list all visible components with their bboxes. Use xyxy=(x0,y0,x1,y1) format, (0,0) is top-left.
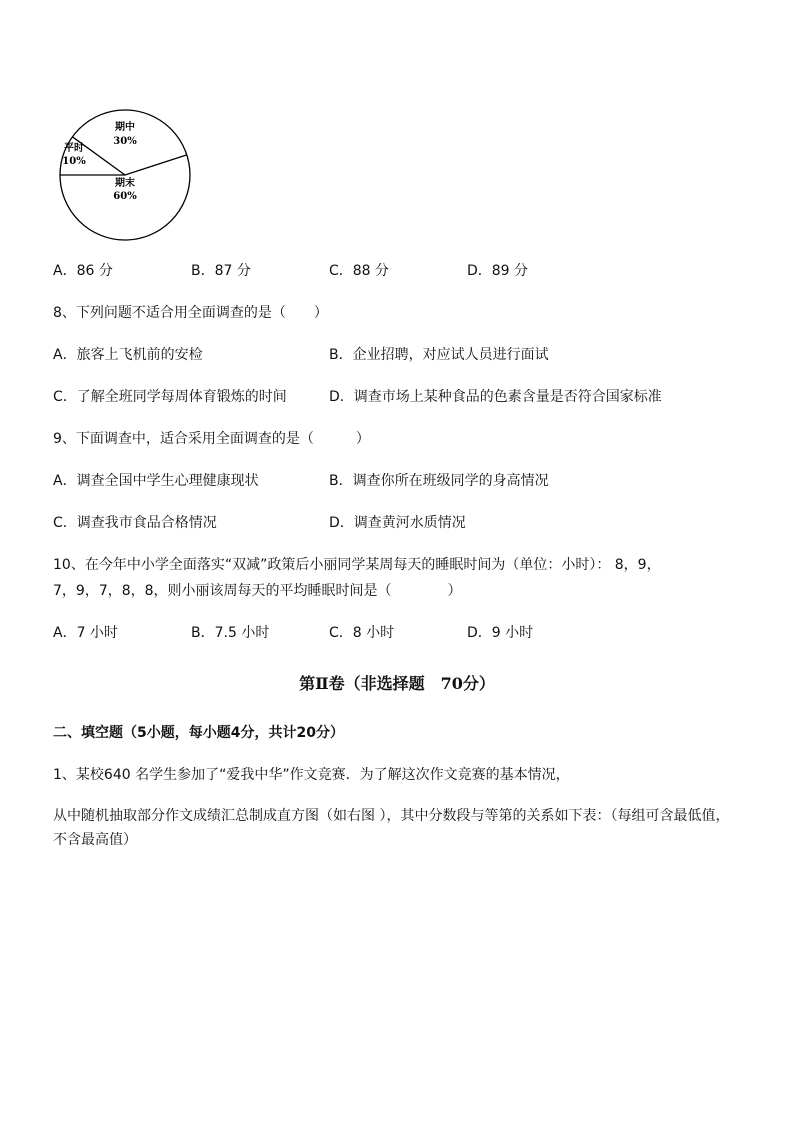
q10-option-a: A．7 小时 xyxy=(53,625,118,641)
q9-option-c: C．调查我市食品合格情况 xyxy=(53,515,217,531)
q10-stem-line1: 10、在今年中小学全面落实“双减”政策后小丽同学某周每天的睡眠时间为（单位：小时）： 8，9， xyxy=(53,557,661,573)
slice-label-regular: 平时 xyxy=(64,143,84,154)
slice-percent-midterm: 30% xyxy=(113,136,137,147)
score-pie-chart xyxy=(56,106,194,244)
q8-option-c: C．了解全班同学每周体育锻炼的时间 xyxy=(53,389,287,405)
q9-option-a: A．调查全国中学生心理健康现状 xyxy=(53,473,259,489)
fill1-line1: 1、某校640 名学生参加了“爱我中华”作文竞赛．为了解这次作文竞赛的基本情况， xyxy=(53,767,570,783)
q7-option-d: D．89 分 xyxy=(467,263,529,279)
q9-option-d: D．调查黄河水质情况 xyxy=(329,515,466,531)
q9-option-b: B．调查你所在班级同学的身高情况 xyxy=(329,473,549,489)
q8-option-b: B．企业招聘，对应试人员进行面试 xyxy=(329,347,549,363)
slice-percent-final: 60% xyxy=(113,191,137,202)
slice-percent-regular: 10% xyxy=(62,156,86,167)
slice-label-final: 期末 xyxy=(115,178,135,189)
section-title: 第Ⅱ卷（非选择题 70分） xyxy=(299,674,495,693)
q7-option-b: B．87 分 xyxy=(191,263,251,279)
q7-option-a: A．86 分 xyxy=(53,263,113,279)
q9-stem: 9、下面调查中，适合采用全面调查的是（ ） xyxy=(53,431,370,447)
q10-stem-line2: 7，9，7，8，8，则小丽该周每天的平均睡眠时间是（ ） xyxy=(53,583,462,599)
q10-option-d: D．9 小时 xyxy=(467,625,534,641)
slice-label-midterm: 期中 xyxy=(115,122,135,133)
q8-stem: 8、下列问题不适合用全面调查的是（ ） xyxy=(53,305,328,321)
q10-option-c: C．8 小时 xyxy=(329,625,395,641)
section-heading: 二、填空题（5小题，每小题4分，共计20分） xyxy=(53,725,344,741)
q8-option-a: A．旅客上飞机前的安检 xyxy=(53,347,203,363)
q10-option-b: B．7.5 小时 xyxy=(191,625,270,641)
fill1-paragraph: 从中随机抽取部分作文成绩汇总制成直方图（如右图 ），其中分数段与等第的关系如下表：（每组可含最低值，不含最高值） xyxy=(53,808,730,848)
q7-option-c: C．88 分 xyxy=(329,263,390,279)
q8-option-d: D．调查市场上某种食品的色素含量是否符合国家标准 xyxy=(329,389,662,405)
